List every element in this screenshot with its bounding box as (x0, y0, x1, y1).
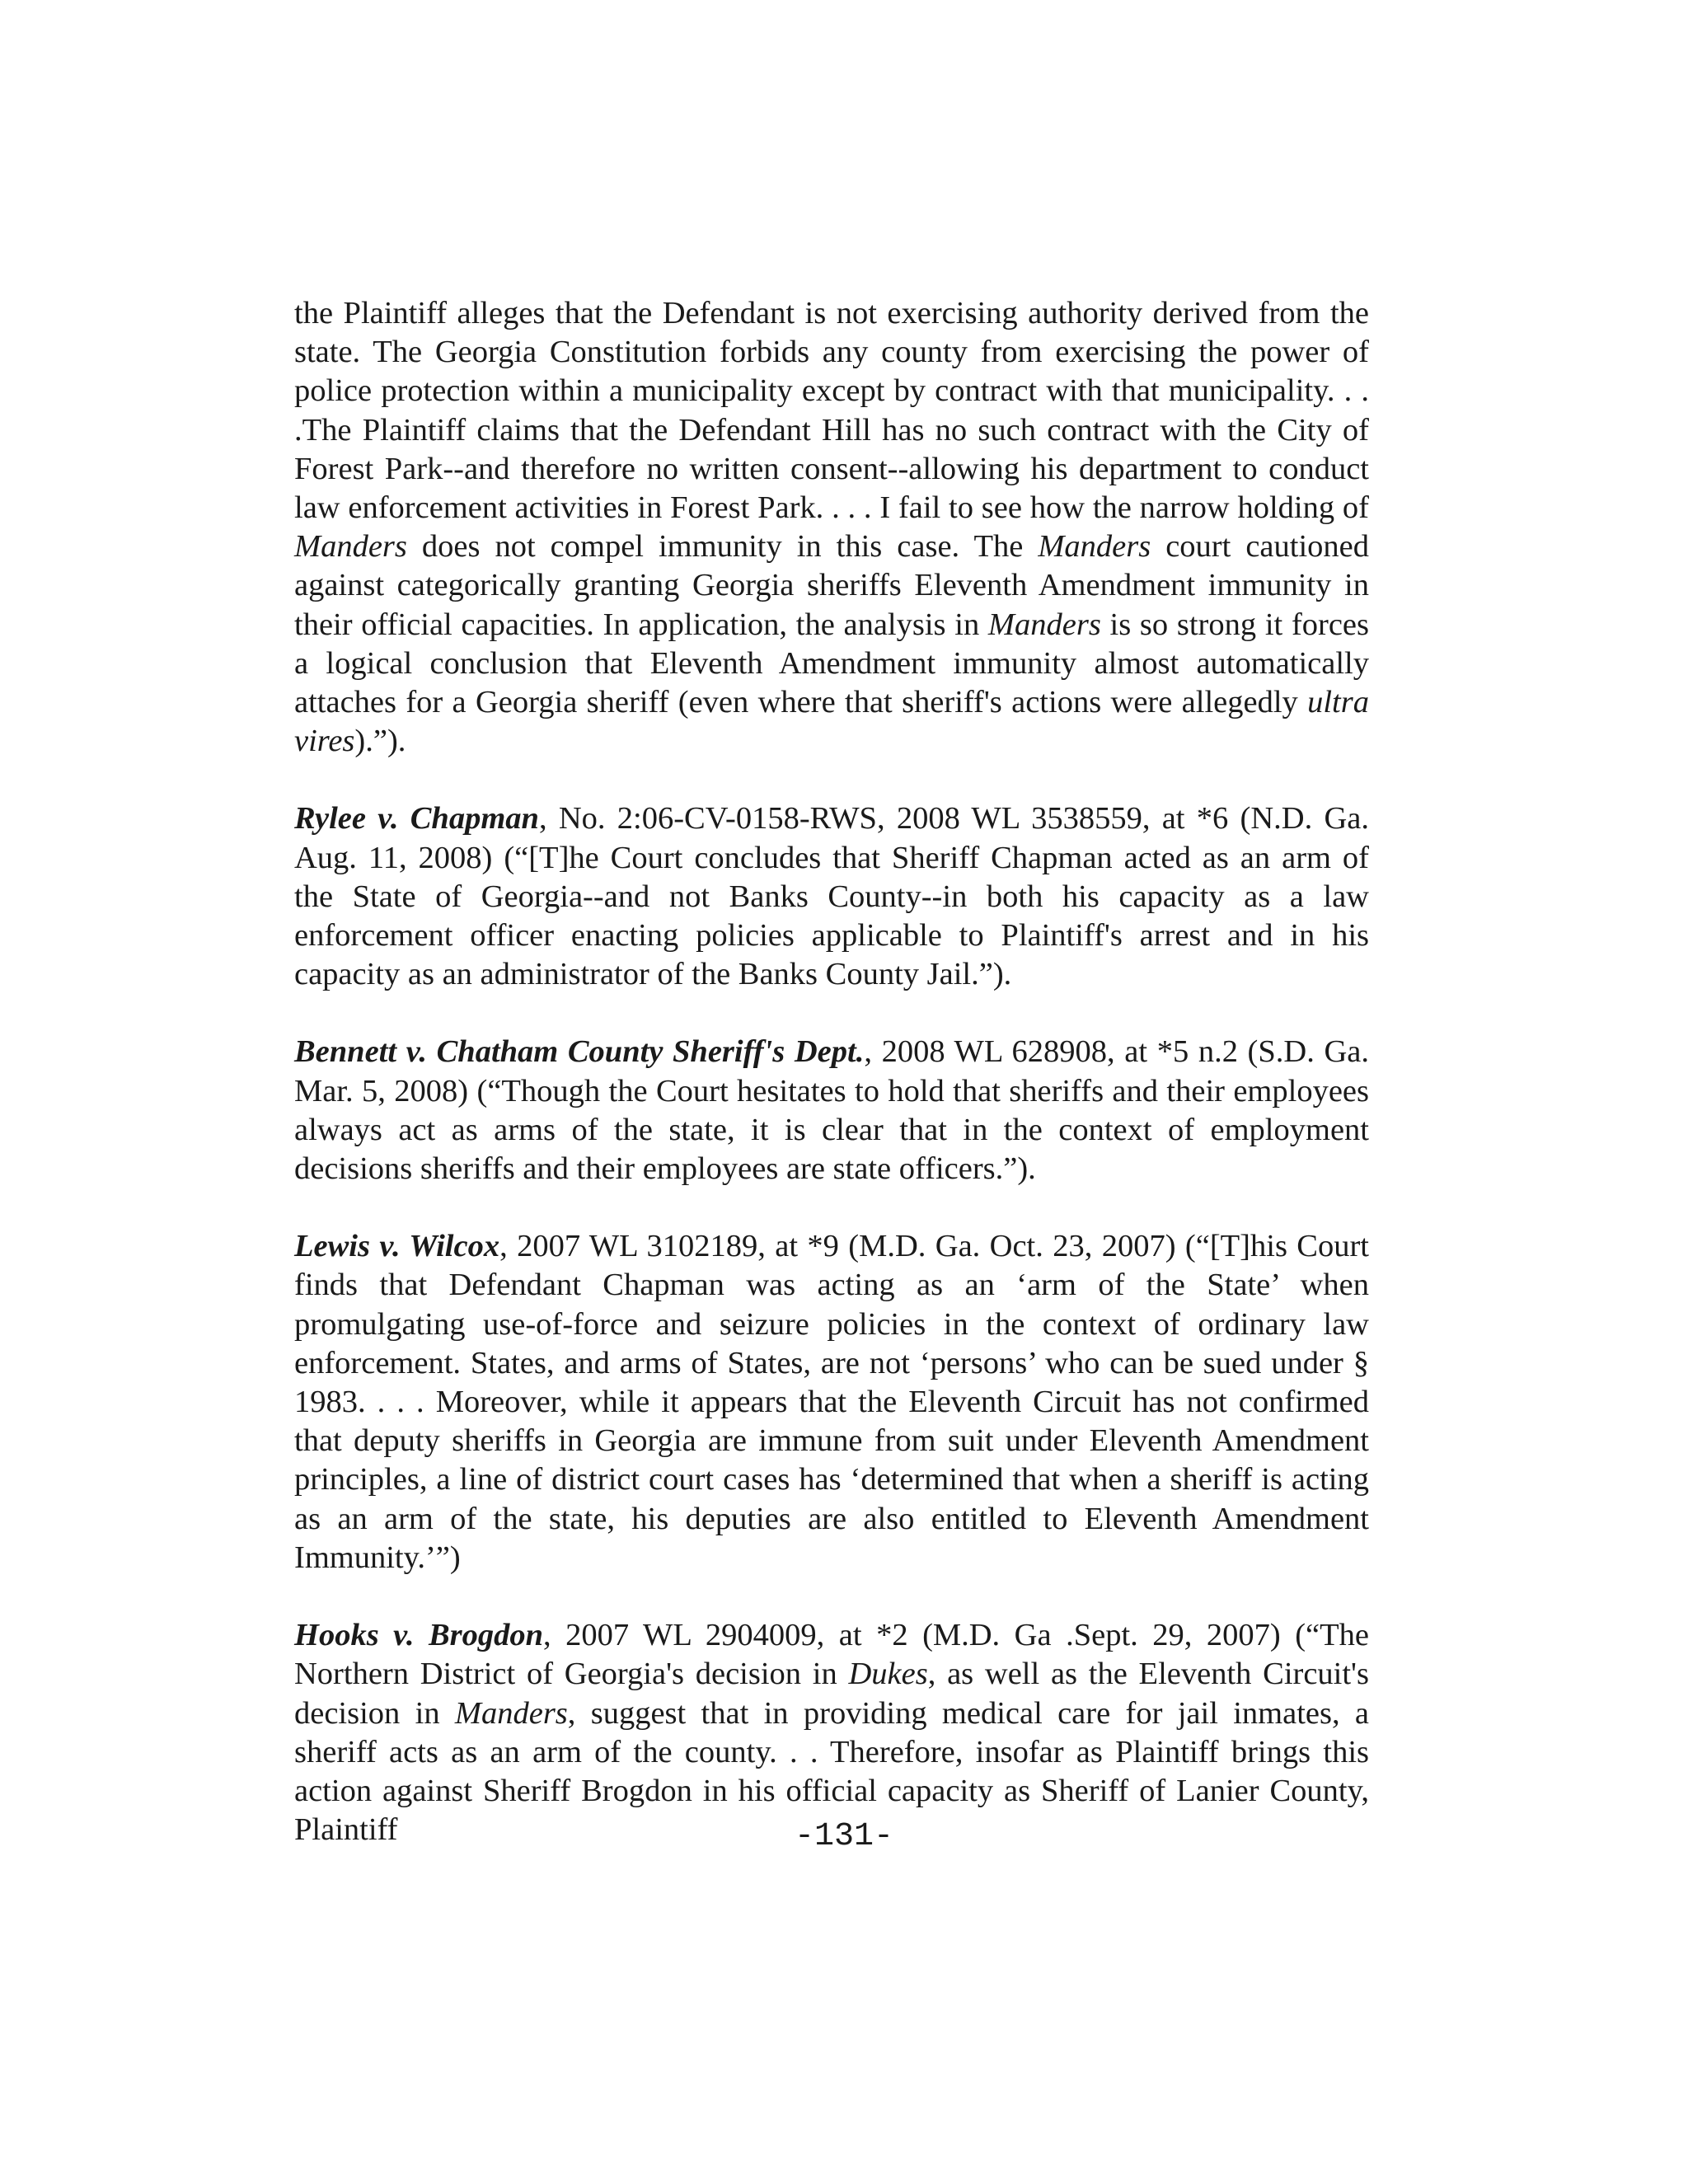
text-segment: , No. 2:06-CV-0158-RWS, 2008 WL 3538559, at *6 (N.D. Ga. Aug. 11, 2008) (“[T]he Court concludes that Sheriff Chapman acted as an arm of the State of Georgia--and not Banks County--in both his capacity as a law enforcement officer enacting policies applicable to Plaintiff's arrest and in his capacity as an administrator of the Banks County Jail.”). (294, 801, 1369, 992)
case-reference-manders: Manders (454, 1695, 568, 1731)
text-segment: , 2008 WL 628908, at *5 n.2 (S.D. Ga. Mar. 5, 2008) (“Though the Court hesitates to hold that sheriffs and their employees always act as arms of the state, it is clear that in the context of employment decisions sheriffs and their employees are state officers.”). (294, 1034, 1369, 1187)
latin-term: ultra vires (294, 685, 1369, 759)
text-segment: , 2007 WL 2904009, at *2 (M.D. Ga .Sept. 29, 2007) (“The Northern District of Georgia's decision in (294, 1618, 1369, 1692)
case-reference-manders: Manders (1038, 529, 1151, 565)
text-segment: , 2007 WL 3102189, at *9 (M.D. Ga. Oct. 23, 2007) (“[T]his Court finds that Defendant Chapman was acting as an ‘arm of the State’ when promulgating use-of-force and seizure policies in the context of ordinary law enforcement. States, and arms of States, are not ‘persons’ who can be sued under § 1983. . . . Moreover, while it appears that the Eleventh Circuit has not confirmed that deputy sheriffs in Georgia are immune from suit under Eleventh Amendment principles, a line of district court cases has ‘determined that when a sheriff is acting as an arm of the state, his deputies are also entitled to Eleventh Amendment Immunity.’”) (294, 1229, 1369, 1575)
paragraph-manders-quote (294, 294, 1369, 761)
case-name: Bennett v. Chatham County Sheriff's Dept. (294, 1034, 865, 1070)
text-segment: , as well as the Eleventh Circuit's decision in (294, 1657, 1369, 1731)
case-reference-dukes: Dukes (848, 1657, 928, 1692)
text-segment: , suggest that in providing medical care for jail inmates, a sheriff acts as an arm of the county. . . Therefore, insofar as Plaintiff brings this action against Sheriff Brogdon in his official capacity as Sheriff of Lanier County, Plaintiff (294, 1695, 1369, 1848)
text-segment: is so strong it forces a logical conclusion that Eleventh Amendment immunity almost automatically attaches for a Georgia sheriff (even where that sheriff's actions were allegedly (294, 607, 1369, 720)
case-name: Hooks v. Brogdon (294, 1618, 544, 1653)
case-name: Rylee v. Chapman (294, 801, 539, 837)
case-reference-manders: Manders (294, 529, 407, 565)
paragraph-rylee-v-chapman (294, 799, 1369, 994)
text-segment: court cautioned against categorically granting Georgia sheriffs Eleventh Amendment immunity in their official capacities. In application, the analysis in (294, 529, 1369, 642)
text-segment: does not compel immunity in this case. The (406, 529, 1039, 565)
paragraph-lewis-v-wilcox (294, 1227, 1369, 1577)
text-segment: the Plaintiff alleges that the Defendant is not exercising authority derived from the state. The Georgia Constitution forbids any county from exercising the power of police protection within a municipality except by contract with that municipality. . . .The Plaintiff claims that the Defendant Hill has no such contract with the City of Forest Park--and therefore no written consent--allowing his department to conduct law enforcement activities in Forest Park. . . . I fail to see how the narrow holding of (294, 296, 1369, 526)
case-reference-manders: Manders (987, 607, 1101, 642)
paragraph-bennett-v-chatham (294, 1033, 1369, 1188)
paragraph-hooks-v-brogdon (294, 1616, 1369, 1849)
case-name: Lewis v. Wilcox (294, 1229, 500, 1264)
page-number: -131- (794, 1818, 894, 1855)
text-segment: ).”). (354, 724, 406, 759)
body-text (294, 294, 1369, 1888)
